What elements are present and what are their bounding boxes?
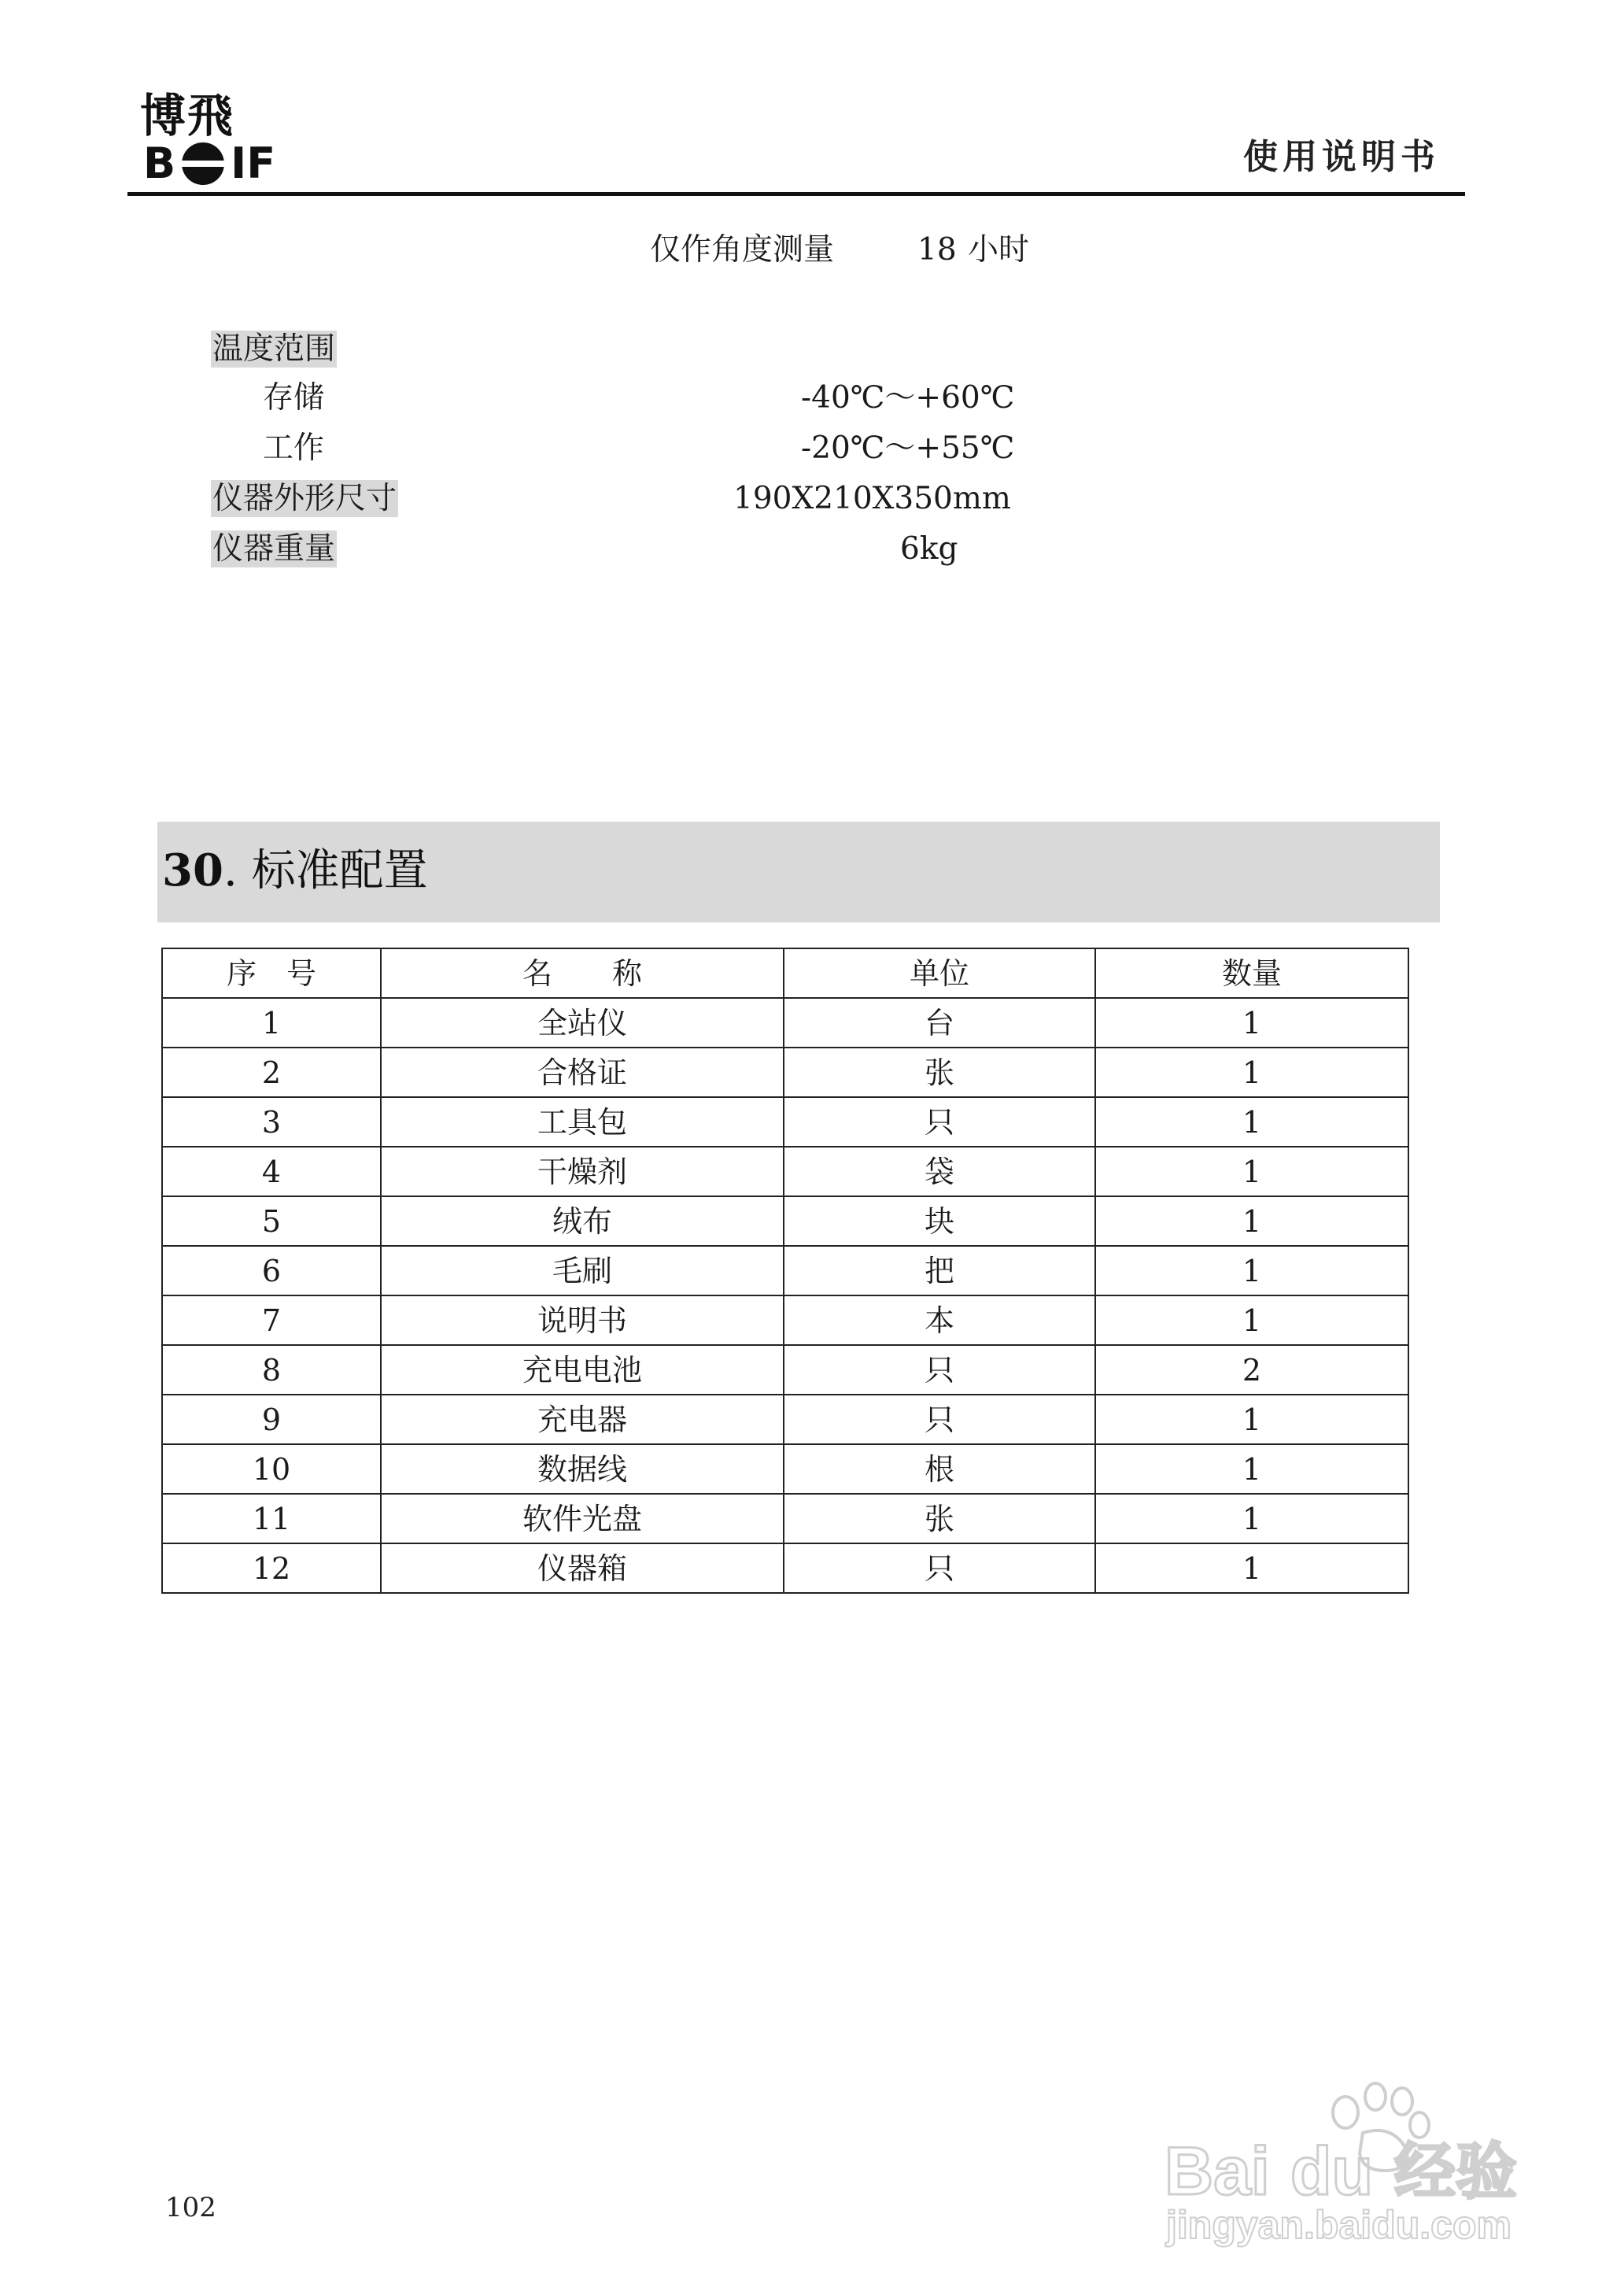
cell-unit: 张 xyxy=(784,1494,1095,1543)
table-row xyxy=(162,1246,1408,1295)
cell-quantity: 1 xyxy=(1095,1395,1408,1444)
cell-quantity: 1 xyxy=(1095,1048,1408,1097)
cell-index: 11 xyxy=(162,1494,381,1543)
cell-unit: 块 xyxy=(784,1196,1095,1246)
cell-name: 干燥剂 xyxy=(381,1147,784,1196)
working-value: -20℃～+55℃ xyxy=(801,431,1015,466)
logo-chinese: 博飛 xyxy=(140,89,235,142)
battery-angle-value: 18 xyxy=(917,232,957,268)
watermark-brand-cn: 经验 xyxy=(1394,2137,1518,2208)
cell-unit: 只 xyxy=(784,1345,1095,1395)
cell-index: 4 xyxy=(162,1147,381,1196)
cell-name: 仪器箱 xyxy=(381,1543,784,1593)
cell-name: 软件光盘 xyxy=(381,1494,784,1543)
logo-letter-b: B xyxy=(143,139,176,188)
cell-index: 5 xyxy=(162,1196,381,1246)
header-index: 序 号 xyxy=(162,948,381,998)
table-row xyxy=(162,1494,1408,1543)
paw-pad-icon xyxy=(1333,2097,1358,2128)
watermark-brand-left: Bai xyxy=(1164,2134,1270,2209)
table-row xyxy=(162,1196,1408,1246)
header-name: 名 称 xyxy=(381,948,784,998)
cell-quantity: 1 xyxy=(1095,1494,1408,1543)
table-row xyxy=(162,1295,1408,1345)
standard-config-table xyxy=(161,948,1409,1594)
battery-angle-label: 仅作角度测量 xyxy=(650,232,835,268)
cell-unit: 把 xyxy=(784,1246,1095,1295)
cell-name: 绒布 xyxy=(381,1196,784,1246)
header-unit: 单位 xyxy=(784,948,1095,998)
header-divider xyxy=(127,192,1465,196)
logo-boif xyxy=(143,139,276,188)
cell-unit: 只 xyxy=(784,1395,1095,1444)
table-row xyxy=(162,1345,1408,1395)
dimensions-value: 190X210X350mm xyxy=(733,481,1011,516)
cell-quantity: 1 xyxy=(1095,1295,1408,1345)
table-row xyxy=(162,998,1408,1048)
section-number: 30 xyxy=(162,844,223,896)
working-label: 工作 xyxy=(263,431,325,466)
cell-unit: 只 xyxy=(784,1543,1095,1593)
storage-value: -40℃～+60℃ xyxy=(801,380,1015,416)
cell-quantity: 2 xyxy=(1095,1345,1408,1395)
logo-letters-if: IF xyxy=(231,139,276,188)
cell-name: 充电器 xyxy=(381,1395,784,1444)
weight-label: 仪器重量 xyxy=(212,531,336,567)
dimensions-label: 仪器外形尺寸 xyxy=(212,481,397,516)
cell-index: 2 xyxy=(162,1048,381,1097)
cell-unit: 只 xyxy=(784,1097,1095,1147)
section-heading xyxy=(162,844,428,896)
header-title: 使用说明书 xyxy=(1243,137,1440,177)
section-title: 标准配置 xyxy=(251,845,428,896)
battery-angle-unit: 小时 xyxy=(968,232,1030,268)
cell-unit: 根 xyxy=(784,1444,1095,1494)
baidu-watermark xyxy=(1157,2078,1566,2251)
table-row xyxy=(162,1395,1408,1444)
table-row xyxy=(162,1444,1408,1494)
cell-quantity: 1 xyxy=(1095,998,1408,1048)
cell-unit: 台 xyxy=(784,998,1095,1048)
storage-label: 存储 xyxy=(263,380,325,416)
cell-index: 7 xyxy=(162,1295,381,1345)
table-row xyxy=(162,1048,1408,1097)
logo-o-icon xyxy=(182,142,224,185)
cell-unit: 袋 xyxy=(784,1147,1095,1196)
weight-value: 6kg xyxy=(900,531,958,567)
cell-index: 9 xyxy=(162,1395,381,1444)
cell-name: 说明书 xyxy=(381,1295,784,1345)
section-separator: . xyxy=(223,845,238,896)
page-number: 102 xyxy=(165,2192,216,2223)
watermark-url: jingyan.baidu.com xyxy=(1166,2203,1511,2247)
cell-quantity: 1 xyxy=(1095,1196,1408,1246)
temperature-range-label: 温度范围 xyxy=(212,331,336,367)
table-row xyxy=(162,1147,1408,1196)
table-header-row xyxy=(162,948,1408,998)
cell-index: 6 xyxy=(162,1246,381,1295)
cell-quantity: 1 xyxy=(1095,1444,1408,1494)
watermark-brand-right: du xyxy=(1290,2134,1374,2209)
cell-unit: 本 xyxy=(784,1295,1095,1345)
cell-quantity: 1 xyxy=(1095,1246,1408,1295)
cell-index: 12 xyxy=(162,1543,381,1593)
cell-index: 8 xyxy=(162,1345,381,1395)
table-row xyxy=(162,1097,1408,1147)
cell-index: 1 xyxy=(162,998,381,1048)
cell-quantity: 1 xyxy=(1095,1147,1408,1196)
header-quantity: 数量 xyxy=(1095,948,1408,998)
cell-quantity: 1 xyxy=(1095,1543,1408,1593)
cell-quantity: 1 xyxy=(1095,1097,1408,1147)
cell-index: 3 xyxy=(162,1097,381,1147)
cell-name: 毛刷 xyxy=(381,1246,784,1295)
cell-index: 10 xyxy=(162,1444,381,1494)
cell-name: 全站仪 xyxy=(381,998,784,1048)
cell-name: 充电电池 xyxy=(381,1345,784,1395)
cell-name: 合格证 xyxy=(381,1048,784,1097)
cell-name: 工具包 xyxy=(381,1097,784,1147)
cell-unit: 张 xyxy=(784,1048,1095,1097)
cell-name: 数据线 xyxy=(381,1444,784,1494)
table-row xyxy=(162,1543,1408,1593)
